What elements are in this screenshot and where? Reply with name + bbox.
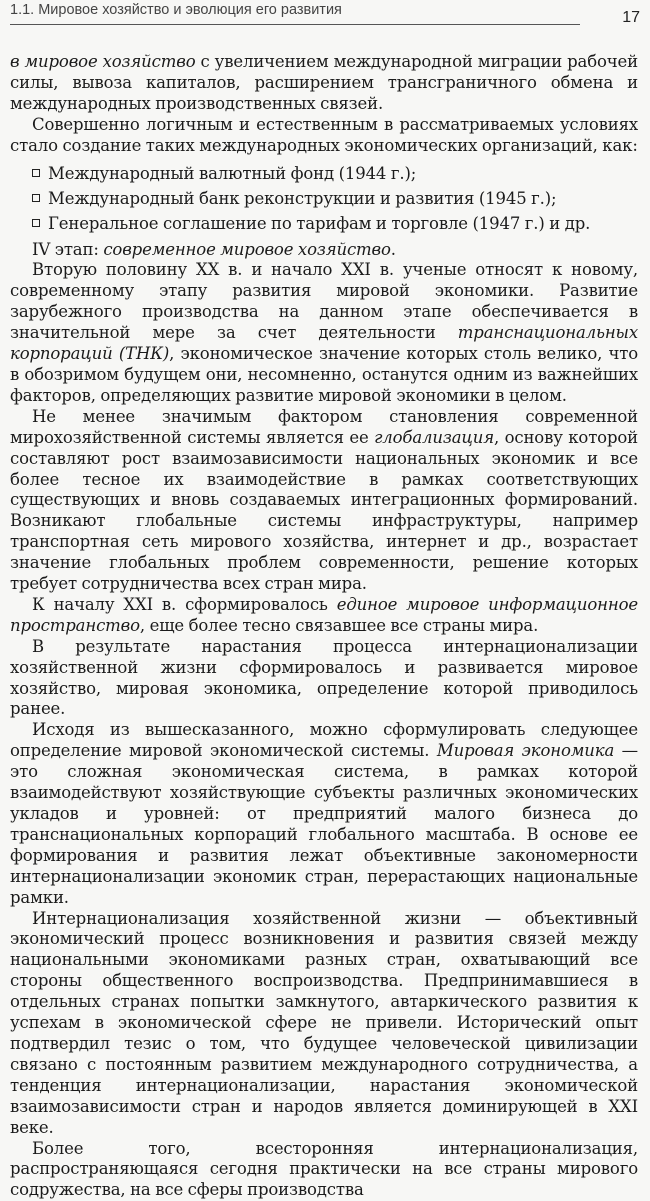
checkbox-bullet-icon <box>32 169 40 177</box>
term-info-space: единое мировое информационное пространство <box>10 595 638 635</box>
organizations-list <box>10 161 638 236</box>
paragraph-1: в мировое хозяйство с увеличением международной миграции рабочей силы, вывоза капиталов, расширением трансграничного обмена и международных производственных связей. <box>10 52 638 115</box>
paragraph-5: К началу XXI в. сформировалось единое мировое информационное пространство, еще более тесно связавшее все страны мира. <box>10 595 638 637</box>
paragraph-7: Исходя из вышесказанного, можно сформулировать следующее определение мировой экономической системы. Мировая экономика — это сложная экономическая система, в рамках которой взаимодействуют хозяйствующие субъекты различных экономических укладов и уровней: от предприятий малого бизнеса до транснациональных корпораций глобального масштаба. В основе ее формирования и развития лежат объективные закономерности интернационализации экономик стран, перерастающих национальные рамки. <box>10 720 638 908</box>
checkbox-bullet-icon <box>32 194 40 202</box>
term-tnc: транснациональных корпораций (ТНК) <box>10 323 638 363</box>
paragraph-3: Вторую половину XX в. и начало XXI в. ученые относят к новому, современному этапу развития мировой экономики. Развитие зарубежного производства на данном этапе обеспечивается в значительной мере за счет деятельности транснациональных корпораций (ТНК), экономическое значение которых столь велико, что в обозримом будущем они, несомненно, останутся одним из важнейших факторов, определяющих развитие мировой экономики в целом. <box>10 260 638 406</box>
term-world-economy: в мировое хозяйство <box>10 52 195 71</box>
list-item: Международный валютный фонд (1944 г.); <box>10 161 638 186</box>
checkbox-bullet-icon <box>32 219 40 227</box>
running-title: 1.1. Мировое хозяйство и эволюция его развития <box>10 0 580 25</box>
paragraph-9: Более того, всесторонняя интернационализация, распространяющаяся сегодня практически на все страны мирового содружества, на все сферы производства <box>10 1139 638 1201</box>
page-number: 17 <box>622 8 640 28</box>
paragraph-2: Совершенно логичным и естественным в рассматриваемых условиях стало создание таких международных экономических организаций, как: <box>10 115 638 157</box>
paragraph-4: Не менее значимым фактором становления современной мирохозяйственной системы является ее глобализация, основу которой составляют рост взаимозависимости национальных экономик и все более тесное их взаимодействие в рамках соответствующих существующих и вновь создаваемых интеграционных формирований. Возникают глобальные системы инфраструктуры, например транспортная сеть мирового хозяйства, интернет и др., возрастает значение глобальных проблем современности, решение которых требует сотрудничества всех стран мира. <box>10 407 638 595</box>
list-item: Международный банк реконструкции и развития (1945 г.); <box>10 186 638 211</box>
stage-heading: IV этап: современное мировое хозяйство. <box>10 240 638 261</box>
list-item: Генеральное соглашение по тарифам и торговле (1947 г.) и др. <box>10 211 638 236</box>
body-text <box>10 52 638 1201</box>
term-globalization: глобализация <box>374 428 494 447</box>
paragraph-6: В результате нарастания процесса интернационализации хозяйственной жизни сформировалось и развивается мировое хозяйство, мировая экономика, определение которой приводилось ранее. <box>10 637 638 721</box>
paragraph-8: Интернационализация хозяйственной жизни — объективный экономический процесс возникновения и развития связей между национальными экономиками разных стран, охватывающий все стороны общественного воспроизводства. Предпринимавшиеся в отдельных странах попытки замкнутого, автаркического развития к успехам в экономической сфере не привели. Исторический опыт подтвердил тезис о том, что будущее человеческой цивилизации связано с постоянным развитием международного сотрудничества, а тенденция интернационализации, нарастания экономической взаимозависимости стран и народов является доминирующей в XXI веке. <box>10 909 638 1139</box>
term-world-economy-definition: Мировая экономика <box>437 741 614 760</box>
